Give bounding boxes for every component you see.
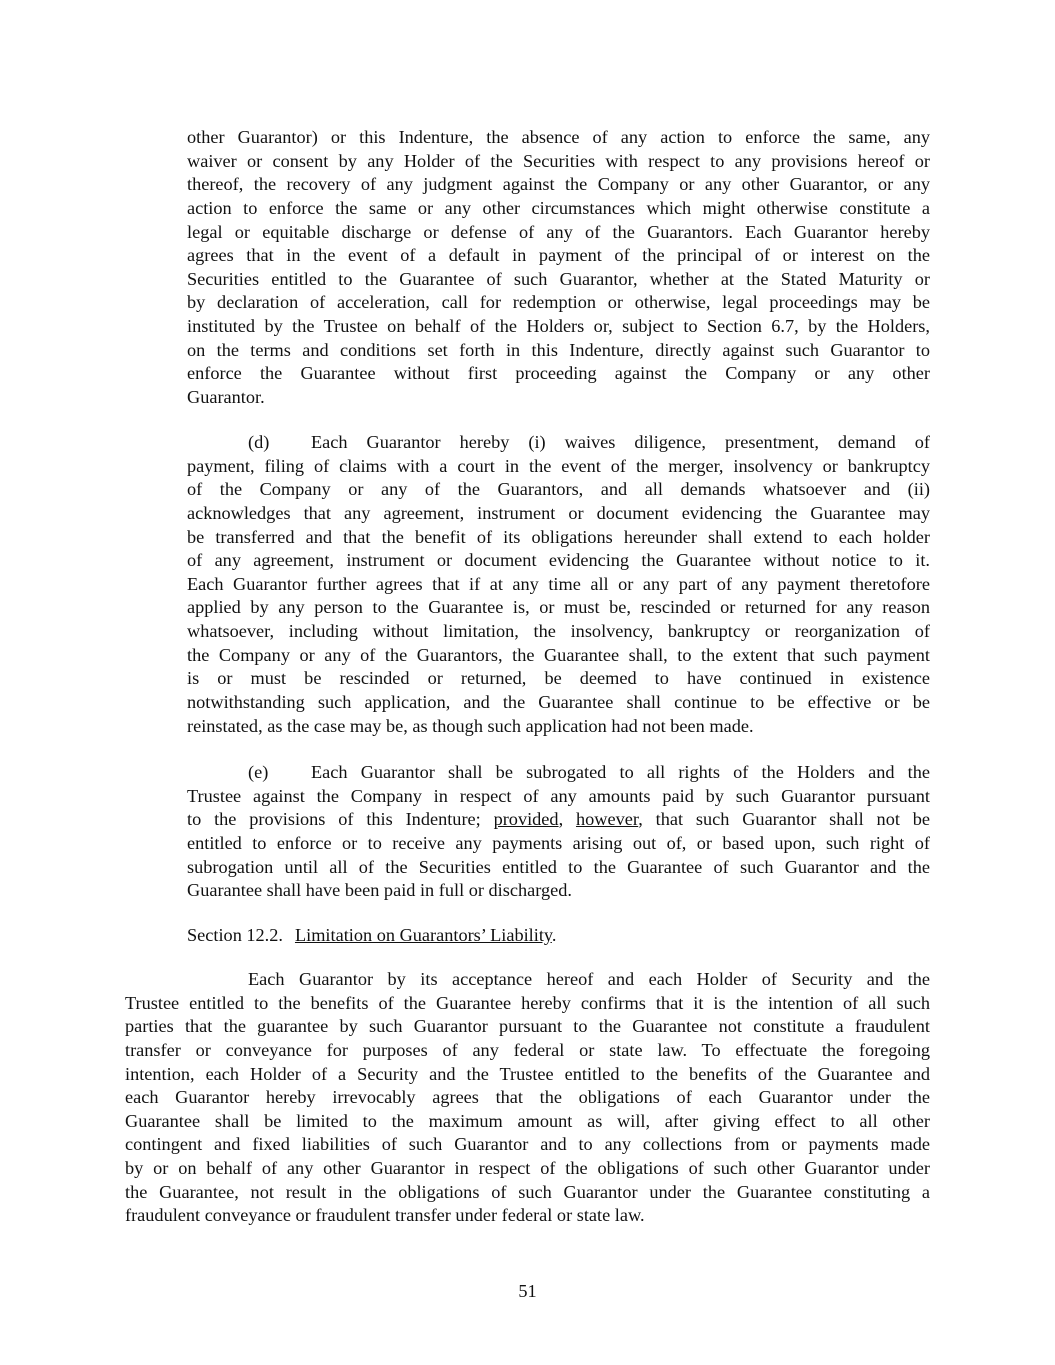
- paragraph-c-continued: [187, 126, 930, 410]
- section-heading: [187, 924, 930, 948]
- text-line: of any agreement, instrument or document evidencing the Guarantee without notice to it.: [187, 550, 930, 571]
- text-line: Trustee entitled to the benefits of the Guarantee hereby confirms that it is the intention of all such: [125, 992, 930, 1013]
- text-line: on the terms and conditions set forth in this Indenture, directly against such Guarantor to: [187, 339, 930, 360]
- text-line: enforce the Guarantee without first proceeding against the Company or any other: [187, 363, 930, 384]
- text-line: Guarantee shall be limited to the maximum amount as will, after giving effect to all other: [125, 1110, 930, 1131]
- page-number: 51: [518, 1281, 537, 1301]
- text-line: by declaration of acceleration, call for redemption or otherwise, legal proceedings may be: [187, 292, 930, 313]
- text-line: by or on behalf of any other Guarantor in respect of the obligations of such other Guarantor under: [125, 1158, 930, 1179]
- text-line: (e) Each Guarantor shall be subrogated to all rights of the Holders and the: [187, 761, 930, 785]
- text-line: notwithstanding such application, and the Guarantee shall continue to be effective or be: [187, 692, 930, 713]
- paragraph-e: [187, 761, 930, 903]
- text-line: action to enforce the same or any other circumstances which might otherwise constitute a: [187, 197, 930, 218]
- text-line: of the Company or any of the Guarantors, and all demands whatsoever and (ii): [187, 479, 930, 500]
- text-line: Each Guarantor further agrees that if at any time all or any part of any payment theretofore: [187, 573, 930, 594]
- text-line: Securities entitled to the Guarantee of such Guarantor, whether at the Stated Maturity or: [187, 268, 930, 289]
- section-number: Section 12.2.: [187, 925, 283, 945]
- text-line: the Company or any of the Guarantors, the Guarantee shall, to the extent that such payment: [187, 644, 930, 665]
- text-line: Each Guarantor by its acceptance hereof and each Holder of Security and the: [248, 969, 930, 989]
- text-line: thereof, the recovery of any judgment against the Company or any other Guarantor, or any: [187, 174, 930, 195]
- text-line: whatsoever, including without limitation, the insolvency, bankruptcy or reorganization of: [187, 621, 930, 642]
- paragraph-limitation: [125, 968, 930, 1228]
- text-line: Guarantor.: [187, 387, 265, 408]
- underlined-term: provided: [493, 809, 559, 830]
- text-line: to the provisions of this Indenture; provided, however, that such Guarantor shall not be: [187, 809, 931, 830]
- text-line: applied by any person to the Guarantee is, or must be, rescinded or returned for any reason: [187, 597, 930, 618]
- text-line: Trustee against the Company in respect of any amounts paid by such Guarantor pursuant: [187, 785, 930, 806]
- paragraph-label: (d): [248, 432, 270, 452]
- text-line: each Guarantor hereby irrevocably agrees that the obligations of each Guarantor under the: [125, 1087, 930, 1108]
- text-line: (d) Each Guarantor hereby (i) waives diligence, presentment, demand of: [187, 431, 930, 455]
- section-period: .: [551, 925, 557, 945]
- section-title: Limitation on Guarantors’ Liability: [294, 925, 552, 945]
- paragraph-d: [187, 431, 930, 738]
- text-line: be transferred and that the benefit of its obligations hereunder shall extend to each holder: [187, 526, 930, 547]
- text-line: fraudulent conveyance or fraudulent transfer under federal or state law.: [125, 1205, 645, 1226]
- text-line: agrees that in the event of a default in payment of the principal of or interest on the: [187, 245, 930, 266]
- text-line: payment, filing of claims with a court in the event of the merger, insolvency or bankruptcy: [187, 455, 930, 476]
- text-line: instituted by the Trustee on behalf of the Holders or, subject to Section 6.7, by the Holders,: [187, 316, 930, 337]
- text-line: legal or equitable discharge or defense of any of the Guarantors. Each Guarantor hereby: [187, 221, 930, 242]
- text-line: parties that the guarantee by such Guarantor pursuant to the Guarantee not constitute a fraudulent: [125, 1016, 930, 1037]
- text-line: contingent and fixed liabilities of such Guarantor and to any collections from or payments made: [125, 1134, 930, 1155]
- text-line: is or must be rescinded or returned, be deemed to have continued in existence: [187, 668, 930, 689]
- text-line: Guarantee shall have been paid in full or discharged.: [187, 880, 572, 901]
- paragraph-label: (e): [248, 762, 269, 782]
- text-line: subrogation until all of the Securities entitled to the Guarantee of such Guarantor and the: [187, 856, 930, 877]
- text-line: intention, each Holder of a Security and the Trustee entitled to the benefits of the Guarantee and: [125, 1063, 930, 1084]
- text-line: reinstated, as the case may be, as though such application had not been made.: [187, 715, 754, 736]
- text-line: other Guarantor) or this Indenture, the absence of any action to enforce the same, any: [187, 127, 930, 147]
- text-line: the Guarantee, not result in the obligations of such Guarantor under the Guarantee constituting a: [125, 1181, 930, 1202]
- text-line: transfer or conveyance for purposes of any federal or state law. To effectuate the foregoing: [125, 1039, 930, 1060]
- text-line: waiver or consent by any Holder of the Securities with respect to any provisions hereof or: [187, 150, 930, 171]
- text-line: entitled to enforce or to receive any payments arising out of, or based upon, such right of: [187, 832, 930, 853]
- underlined-term: however: [575, 809, 639, 830]
- text-line: acknowledges that any agreement, instrument or document evidencing the Guarantee may: [187, 502, 930, 523]
